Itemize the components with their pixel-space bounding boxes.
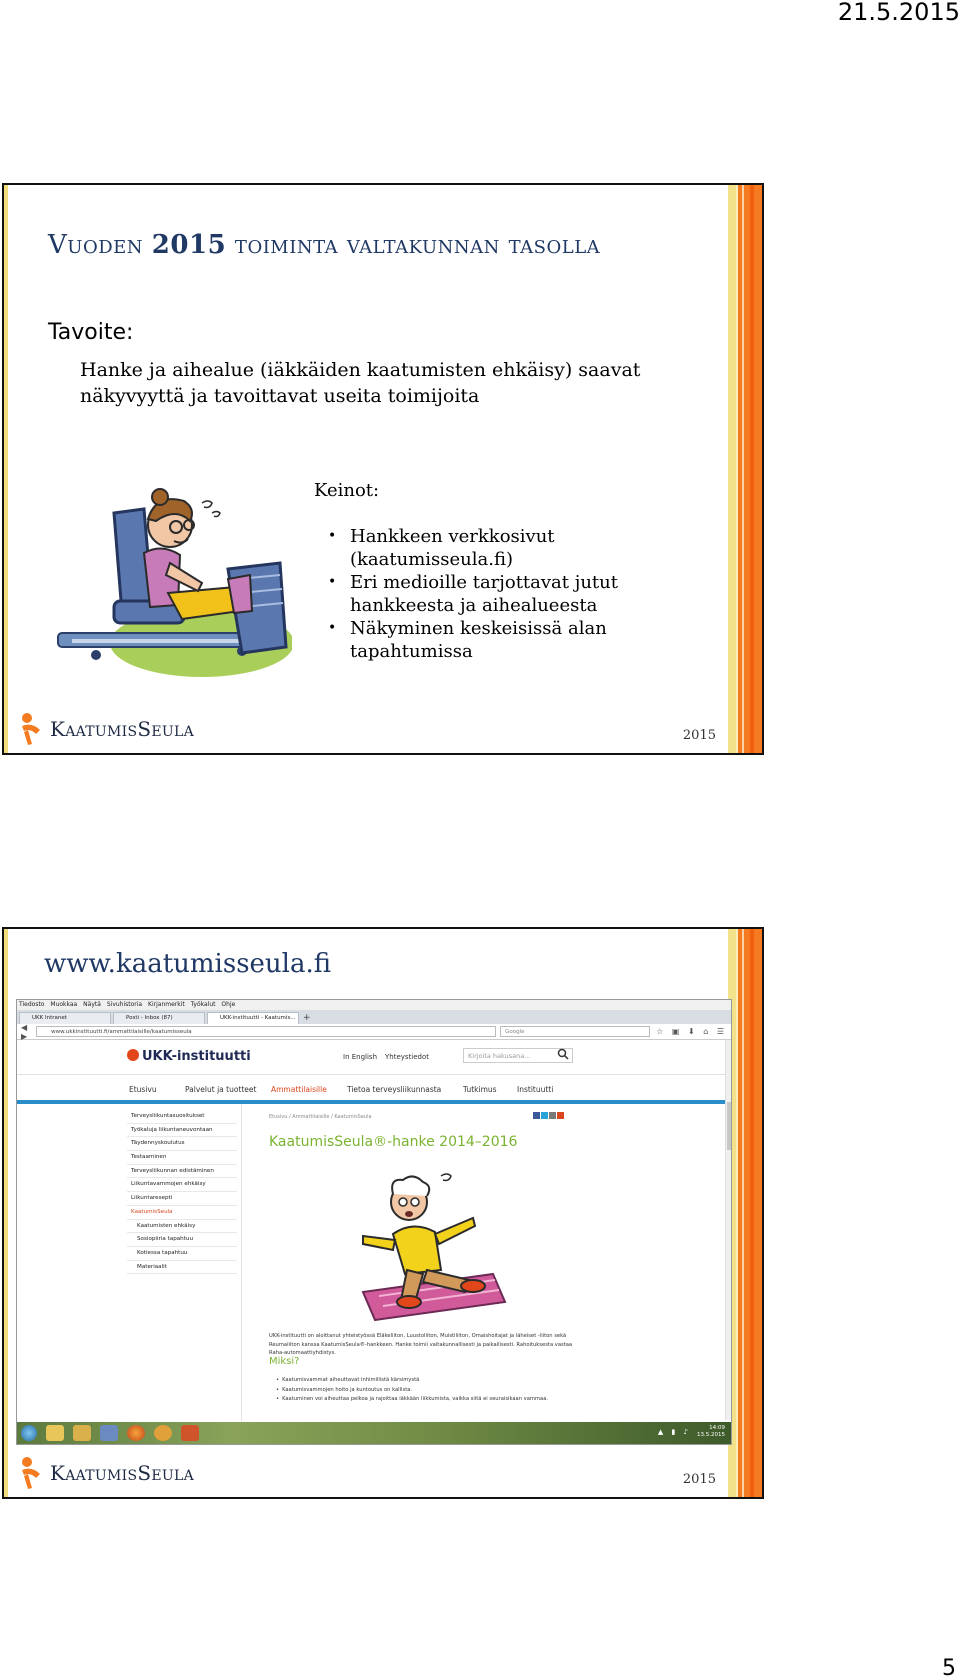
slide-left-strip bbox=[4, 929, 8, 1497]
means-item: • Eri medioille tarjottavat jutut hankkeesta ja aihealueesta bbox=[350, 571, 690, 617]
nav-item-instituutti[interactable]: Instituutti bbox=[517, 1085, 554, 1094]
browser-screenshot bbox=[16, 999, 732, 1445]
search-icon[interactable] bbox=[557, 1048, 569, 1060]
nav-item-tutkimus[interactable]: Tutkimus bbox=[463, 1085, 497, 1094]
falling-man-illustration bbox=[323, 1162, 509, 1322]
kaatumisseula-logo-icon bbox=[18, 1456, 48, 1490]
site-page-heading: KaatumisSeula®-hanke 2014–2016 bbox=[269, 1134, 518, 1150]
toolbar-icons[interactable]: ☆ ▣ ⬇ ⌂ ☰ bbox=[656, 1027, 727, 1036]
menu-item[interactable]: Näytä bbox=[83, 1001, 101, 1008]
url-field[interactable]: www.ukkinstituutti.fi/ammattilaisille/kaatumisseula bbox=[36, 1026, 496, 1037]
site-logo-icon bbox=[127, 1049, 139, 1061]
menu-item[interactable]: Työkalut bbox=[190, 1001, 216, 1008]
site-logo[interactable] bbox=[127, 1049, 251, 1064]
start-icon[interactable] bbox=[21, 1425, 37, 1441]
kaatumisseula-logo bbox=[18, 1455, 194, 1491]
site-why-heading: Miksi? bbox=[269, 1356, 300, 1367]
nav-item-etusivu[interactable]: Etusivu bbox=[129, 1085, 157, 1094]
goal-text: Hanke ja aihealue (iäkkäiden kaatumisten ehkäisy) saavat näkyvyyttä ja tavoittavat useita toimijoita bbox=[80, 359, 641, 407]
nav-item-palvelut[interactable]: Palvelut ja tuotteet bbox=[185, 1085, 257, 1094]
plus-icon[interactable] bbox=[557, 1112, 564, 1119]
browser-address-bar bbox=[17, 1024, 731, 1040]
menu-item[interactable]: Tiedosto bbox=[19, 1001, 45, 1008]
goal-heading: Tavoite: bbox=[48, 320, 134, 345]
menu-item[interactable]: Kirjanmerkit bbox=[148, 1001, 185, 1008]
site-search-input[interactable]: Kirjoita hakusana... bbox=[463, 1048, 573, 1063]
slide-1 bbox=[2, 183, 764, 755]
means-item: • Hankkeen verkkosivut (kaatumisseula.fi) bbox=[350, 525, 690, 571]
site-bullet: • Kaatumisvammat aiheuttavat inhimillistä kärsimystä bbox=[283, 1376, 593, 1386]
browser-tab[interactable]: UKK Intranet bbox=[19, 1012, 111, 1024]
title-prefix: Vuoden bbox=[48, 230, 152, 260]
browser-menubar bbox=[17, 1000, 731, 1010]
browser-scrollbar[interactable] bbox=[725, 1040, 731, 1420]
means-heading: Keinot: bbox=[314, 480, 380, 501]
sidebar-item[interactable]: Liikuntaresepti bbox=[127, 1192, 237, 1206]
slide-year: 2015 bbox=[682, 1472, 716, 1487]
title-rest: toiminta valtakunnan tasolla bbox=[226, 230, 601, 260]
menu-item[interactable]: Sivuhistoria bbox=[106, 1001, 143, 1008]
nav-item-tietoa[interactable]: Tietoa terveysliikunnasta bbox=[347, 1085, 442, 1094]
means-item: • Näkyminen keskeisissä alan tapahtumissa bbox=[350, 617, 690, 663]
leg-press-illustration bbox=[52, 483, 292, 683]
email-icon[interactable] bbox=[549, 1112, 556, 1119]
url-heading: www.kaatumisseula.fi bbox=[44, 949, 332, 979]
system-tray-icons[interactable]: ▲ ▮ ♪ bbox=[657, 1428, 691, 1436]
twitter-icon[interactable] bbox=[541, 1112, 548, 1119]
site-bullet: • Kaatuminen voi aiheuttaa pelkoa ja rajoittaa iäkkään liikkumista, vaikka siitä ei seuraisikaan vammaa. bbox=[283, 1395, 593, 1405]
site-divider bbox=[241, 1104, 242, 1422]
new-tab-icon[interactable]: + bbox=[303, 1013, 311, 1023]
kaatumisseula-logo bbox=[18, 711, 194, 747]
explorer-icon[interactable] bbox=[46, 1425, 64, 1441]
windows-taskbar bbox=[17, 1422, 732, 1444]
sidebar-item[interactable]: Täydennyskoulutus bbox=[127, 1137, 237, 1151]
site-bullet-list bbox=[283, 1376, 593, 1405]
site-contact-link[interactable]: Yhteystiedot bbox=[385, 1053, 430, 1061]
slide-year: 2015 bbox=[682, 728, 716, 743]
app-icon[interactable] bbox=[100, 1425, 118, 1441]
site-intro-paragraph: UKK-instituutti on aloittanut yhteistyössä Eläkeliiton, Luustoliiton, Muistiliiton, Omaishoitajat ja läheiset -liiton sekä Reumaliiton kanssa KaatumisSeula®-hankkeen. Hanke toimii valtakunnallisesti ja paikallisesti. Rahoituksesta vastaa Raha-automaattiyhdistys. bbox=[269, 1333, 573, 1356]
firefox-icon[interactable] bbox=[127, 1425, 145, 1441]
site-body bbox=[17, 1104, 732, 1422]
slide-title bbox=[48, 225, 688, 265]
slide-left-strip bbox=[4, 185, 8, 753]
sidebar-item[interactable]: Liikuntavammojen ehkäisy bbox=[127, 1178, 237, 1192]
sidebar-item[interactable]: Testaaminen bbox=[127, 1151, 237, 1165]
site-nav bbox=[17, 1074, 731, 1104]
browser-tab-active[interactable]: UKK-instituutti - Kaatumis... bbox=[207, 1012, 299, 1024]
logo-text: KaatumisSeula bbox=[50, 1461, 195, 1485]
taskbar-clock[interactable] bbox=[697, 1425, 725, 1439]
browser-search-field[interactable]: Google bbox=[500, 1026, 650, 1037]
menu-item[interactable]: Muokkaa bbox=[50, 1001, 78, 1008]
back-icon[interactable]: ◀ ▶ bbox=[21, 1022, 28, 1041]
kaatumisseula-logo-icon bbox=[18, 712, 48, 746]
title-year: 2015 bbox=[151, 230, 227, 260]
sidebar-subitem[interactable]: Materiaalit bbox=[127, 1261, 237, 1275]
site-bullet: • Kaatumisvammojen hoito ja kuntoutus on kallista. bbox=[283, 1386, 593, 1396]
slide-2 bbox=[2, 927, 764, 1499]
sidebar-item[interactable]: Terveysliikuntasuositukset bbox=[127, 1110, 237, 1124]
sidebar-item[interactable]: Työkaluja liikuntaneuvontaan bbox=[127, 1124, 237, 1138]
slide-side-strip bbox=[728, 929, 762, 1497]
folder-icon[interactable] bbox=[73, 1425, 91, 1441]
sidebar-subitem[interactable]: Kaatumisten ehkäisy bbox=[127, 1220, 237, 1234]
site-lang-link[interactable]: In English bbox=[343, 1053, 378, 1061]
clock-date: 13.5.2015 bbox=[697, 1432, 725, 1438]
sidebar-item-kaatumisseula[interactable]: KaatumisSeula bbox=[127, 1206, 237, 1220]
sidebar-item[interactable]: Terveysliikunnan edistäminen bbox=[127, 1165, 237, 1179]
app-icon[interactable] bbox=[154, 1425, 172, 1441]
share-icons[interactable] bbox=[533, 1112, 565, 1119]
clock-time: 14:09 bbox=[709, 1425, 725, 1431]
browser-tabs bbox=[17, 1010, 731, 1024]
facebook-icon[interactable] bbox=[533, 1112, 540, 1119]
site-logo-text: UKK-instituutti bbox=[142, 1049, 251, 1064]
slide-side-strip bbox=[728, 185, 762, 753]
nav-item-ammattilaisille[interactable]: Ammattilaisille bbox=[271, 1085, 327, 1094]
powerpoint-icon[interactable] bbox=[181, 1425, 199, 1441]
page-date: 21.5.2015 bbox=[837, 0, 960, 26]
browser-tab[interactable]: Posti - Inbox (87) bbox=[113, 1012, 205, 1024]
logo-text: KaatumisSeula bbox=[50, 717, 195, 741]
page-number: 5 bbox=[942, 1656, 956, 1680]
sidebar-subitem[interactable]: Sosiopiiria tapahtuu bbox=[127, 1233, 237, 1247]
menu-item[interactable]: Ohje bbox=[221, 1001, 236, 1008]
means-list bbox=[350, 525, 690, 663]
sidebar-subitem[interactable]: Kotiessa tapahtuu bbox=[127, 1247, 237, 1261]
breadcrumb[interactable]: Etusivu / Ammattilaisille / KaatumisSeula bbox=[269, 1114, 372, 1120]
site-header bbox=[17, 1040, 731, 1074]
site-sidebar bbox=[127, 1110, 237, 1274]
